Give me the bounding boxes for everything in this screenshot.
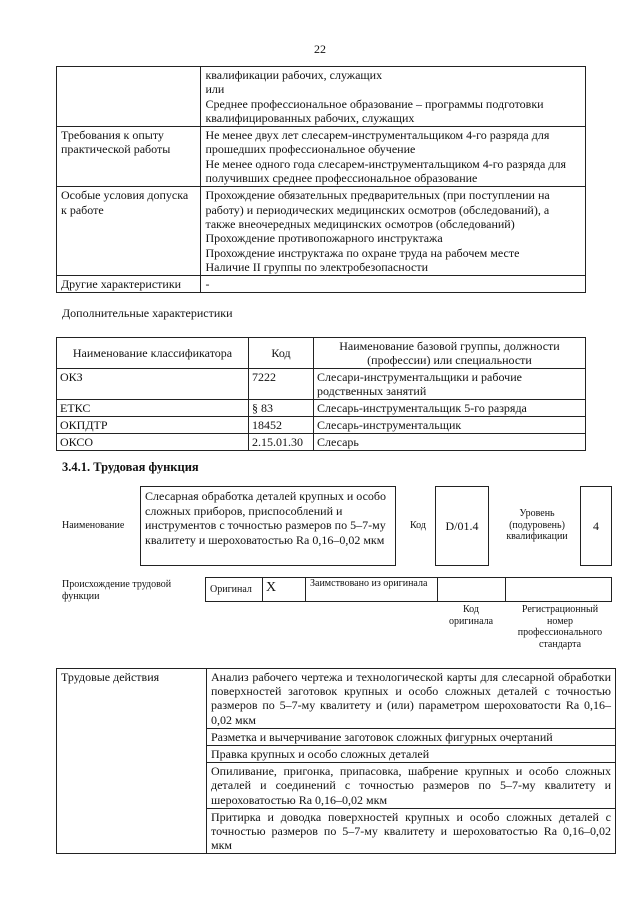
action-item: Правка крупных и особо сложных деталей [207,746,616,763]
admission-label: Особые условия допуска к работе [57,187,201,276]
action-item: Опиливание, пригонка, припасовка, шабрение крупных и особо сложных деталей и соединений с точностью размеров по 5–7-му квалитету и шероховатостью Ra 0,16–0,02 мкм [207,763,616,809]
text-line: Наличие II группы по электробезопасности [205,259,428,274]
name-label: Наименование [62,520,125,531]
text-line: Среднее профессиональное образование – программы подготовки [205,96,544,111]
function-heading: 3.4.1. Трудовая функция [62,460,199,474]
reg-number-caption: Регистрационный номер профессионального стандарта [517,604,603,650]
actions-label: Трудовые действия [57,669,207,854]
origin-divider [437,577,438,602]
additional-title: Дополнительные характеристики [62,306,233,320]
labor-actions-table [56,668,616,854]
code-original-caption: Код оригинала [448,604,494,627]
text-line: Прохождение обязательных предварительных (при поступлении на [205,188,550,203]
table-row [57,276,586,293]
text-line: квалификации рабочих, служащих [205,68,383,82]
function-name-box: Слесарная обработка деталей крупных и особо сложных приборов, приспособлений и инструментов с точностью размеров по 5–7-му квалитету и шероховатостью Ra 0,16–0,02 мкм [140,486,396,566]
origin-divider [505,577,506,602]
table-row [57,67,586,127]
requirements-value [201,67,586,127]
action-item: Разметка и вычерчивание заготовок сложных фигурных очертаний [207,728,616,745]
text-line: квалифицированных рабочих, служащих [205,110,415,125]
original-label: Оригинал [210,584,252,595]
requirements-table [56,66,586,293]
table-cell: Слесарь-инструментальщик 5-го разряда [314,400,586,417]
text-line: получивших среднее профессиональное образование [205,171,478,186]
action-item: Притирка и доводка поверхностей крупных и особо сложных деталей с точностью размеров по 5–7-му квалитету и шероховатостью Ra 0,16–0,02 мкм [207,808,616,854]
code-label: Код [410,520,426,531]
column-header: Код [249,338,314,369]
text-line: или [205,82,225,97]
other-label: Другие характеристики [57,276,201,293]
table-row [57,434,586,451]
table-cell: ОКПДТР [57,417,249,434]
table-row [57,400,586,417]
table-cell: Слесари-инструментальщики и рабочие родственных занятий [314,369,586,400]
classifier-table [56,337,586,451]
table-row [57,369,586,400]
table-cell: ОКСО [57,434,249,451]
text-line: Не менее одного года слесарем-инструментальщиком 4-го разряда для [205,156,566,171]
borrowed-label: Заимствовано из оригинала [310,578,428,589]
table-row [57,127,586,187]
experience-value [201,127,586,187]
admission-value [201,187,586,276]
table-cell: Слесарь-инструментальщик [314,417,586,434]
origin-label: Происхождение трудовой функции [62,579,172,602]
table-row [57,187,586,276]
level-value-box: 4 [580,486,612,566]
requirements-label [57,67,201,127]
page-number: 22 [314,42,326,56]
table-cell: 18452 [249,417,314,434]
column-header: Наименование базовой группы, должности (профессии) или специальности [314,338,586,369]
text-line: Не менее двух лет слесарем-инструментальщиком 4-го разряда для [205,128,550,143]
table-cell: 2.15.01.30 [249,434,314,451]
action-item: Анализ рабочего чертежа и технологической карты для слесарной обработки поверхностей заготовок крупных и особо сложных деталей с точностью размеров по 5–7-му квалитету и (или) параметром шероховатости Ra 0,16–0,02 мкм [207,669,616,729]
table-cell: § 83 [249,400,314,417]
table-cell: ЕТКС [57,400,249,417]
table-cell: Слесарь [314,434,586,451]
text-line: прошедших профессиональное обучение [205,142,416,157]
text-line: работу) и периодических медицинских осмотров (обследований), а [205,202,550,217]
level-label: Уровень (подуровень) квалификации [506,508,568,542]
text-line: - [205,277,210,292]
table-row [57,417,586,434]
text-line: Прохождение противопожарного инструктажа [205,231,443,246]
original-mark: X [266,580,277,595]
table-header-row [57,338,586,369]
table-cell: 7222 [249,369,314,400]
origin-divider [305,577,306,602]
column-header: Наименование классификатора [57,338,249,369]
table-cell: ОКЗ [57,369,249,400]
text-line: также внеочередных медицинских осмотров (обследований) [205,216,515,231]
text-line: Прохождение инструктажа по охране труда на рабочем месте [205,245,520,260]
origin-divider [262,577,263,602]
code-value-box: D/01.4 [435,486,489,566]
other-value [201,276,586,293]
experience-label: Требования к опыту практической работы [57,127,201,187]
table-row [57,669,616,729]
